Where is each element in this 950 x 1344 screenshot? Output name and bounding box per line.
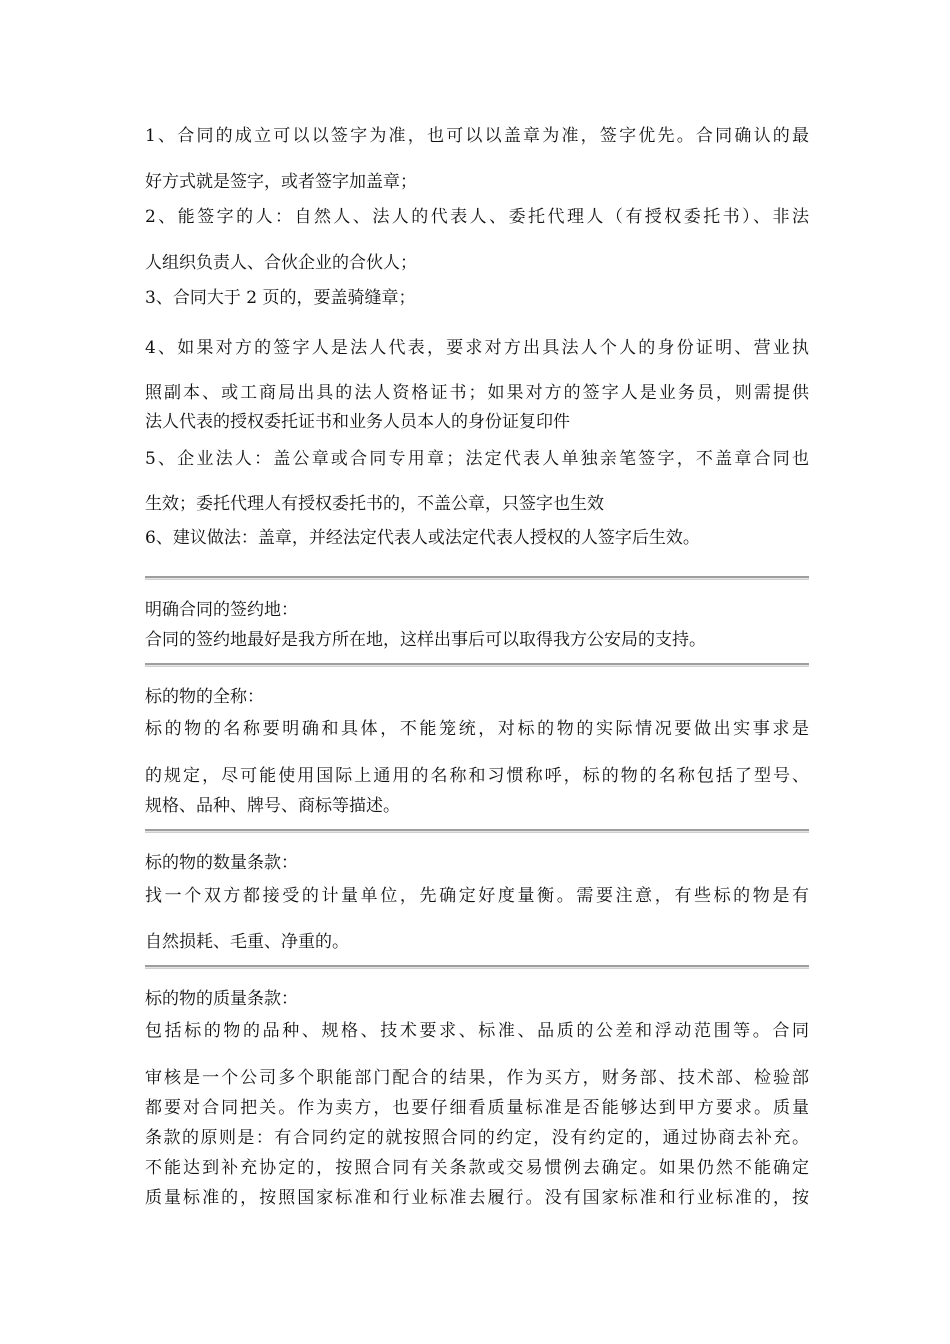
clause-5-line-1: 5、企业法人：盖公章或合同专用章；法定代表人单独亲笔签字，不盖章合同也 [145,449,809,469]
clause-4-line-3: 法人代表的授权委托证书和业务人员本人的身份证复印件 [145,412,570,432]
section-quality-line-6: 质量标准的，按照国家标准和行业标准去履行。没有国家标准和行业标准的，按 [145,1188,809,1208]
clause-5-line-2: 生效；委托代理人有授权委托书的，不盖公章，只签字也生效 [145,494,604,514]
section-subject-name-line-3: 规格、品种、牌号、商标等描述。 [145,796,400,816]
section-subject-name-line-1: 标的物的名称要明确和具体，不能笼统，对标的物的实际情况要做出实事求是 [145,719,809,739]
section-quality-line-5: 不能达到补充协定的，按照合同有关条款或交易惯例去确定。如果仍然不能确定 [145,1158,809,1178]
clause-6-line-1: 6、建议做法：盖章，并经法定代表人或法定代表人授权的人签字后生效。 [145,528,700,548]
section-quantity-line-1: 找一个双方都接受的计量单位，先确定好度量衡。需要注意，有些标的物是有 [145,886,809,906]
section-divider [145,663,809,667]
section-heading-subject-name: 标的物的全称： [145,687,264,707]
clause-2-line-2: 人组织负责人、合伙企业的合伙人； [145,253,417,273]
section-heading-quality: 标的物的质量条款： [145,989,298,1009]
section-quality-line-2: 审核是一个公司多个职能部门配合的结果，作为买方，财务部、技术部、检验部 [145,1068,809,1088]
clause-1-line-2: 好方式就是签字，或者签字加盖章； [145,172,417,192]
clause-1-line-1: 1、合同的成立可以以签字为准，也可以以盖章为准，签字优先。合同确认的最 [145,126,809,146]
clause-3-line-1: 3、合同大于 2 页的，要盖骑缝章； [145,288,416,308]
section-subject-name-line-2: 的规定，尽可能使用国际上通用的名称和习惯称呼，标的物的名称包括了型号、 [145,766,809,786]
section-divider [145,576,809,580]
section-quality-line-3: 都要对合同把关。作为卖方，也要仔细看质量标准是否能够达到甲方要求。质量 [145,1098,809,1118]
clause-4-line-2: 照副本、或工商局出具的法人资格证书；如果对方的签字人是业务员，则需提供 [145,383,809,403]
section-quality-line-4: 条款的原则是：有合同约定的就按照合同的约定，没有约定的，通过协商去补充。 [145,1128,809,1148]
section-divider [145,829,809,833]
section-divider [145,965,809,969]
section-heading-signing-place: 明确合同的签约地： [145,600,298,620]
clause-2-line-1: 2、能签字的人：自然人、法人的代表人、委托代理人（有授权委托书）、非法 [145,207,809,227]
section-signing-place-line-1: 合同的签约地最好是我方所在地，这样出事后可以取得我方公安局的支持。 [145,630,706,650]
section-heading-quantity: 标的物的数量条款： [145,853,298,873]
section-quantity-line-2: 自然损耗、毛重、净重的。 [145,932,349,952]
section-quality-line-1: 包括标的物的品种、规格、技术要求、标准、品质的公差和浮动范围等。合同 [145,1021,809,1041]
clause-4-line-1: 4、如果对方的签字人是法人代表，要求对方出具法人个人的身份证明、营业执 [145,338,809,358]
